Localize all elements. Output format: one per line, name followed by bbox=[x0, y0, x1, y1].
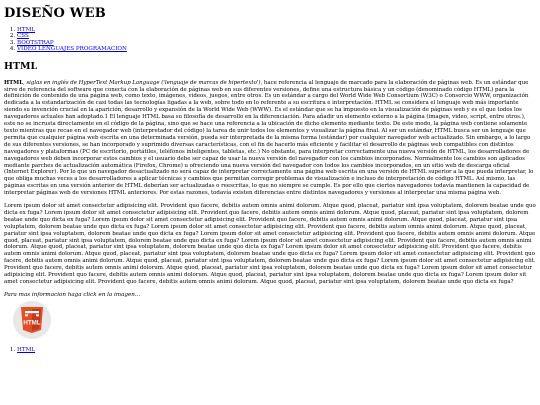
bottom-list bbox=[4, 347, 536, 353]
intro-bold: HTML bbox=[4, 79, 24, 86]
nav-item-video bbox=[17, 46, 536, 52]
nav-link-css[interactable]: CSS bbox=[17, 33, 29, 40]
html-logo-link[interactable] bbox=[13, 301, 51, 339]
bottom-link-html[interactable]: HTML bbox=[17, 346, 36, 353]
intro-text: , hace referencia al lenguaje de marcado para la elaboración de páginas web. Es un estándar que sirve de referencia del software que conecta con la elaboración de páginas web en sus diferentes versiones, define una estructura básica y un código (denominado código HTML) para la definición de contenido de una página web, como texto, imágenes, videos, juegos, entre otros. Es un estándar a cargo del World Wide Web Consortium (W3C) o Consorcio WWW, organización dedicada a la estandarización de casi todas las tecnologías ligadas a la web, sobre todo en lo referente a su escritura e interpretación. HTML se considera el lenguaje web más importante siendo su invención crucial en la aparición, desarrollo y expansión de la World Wide Web (WWW). Es el estándar que se ha impuesto en la visualización de páginas web y es el que todos los navegadores actuales han adoptado.1 El lenguaje HTML basa su filosofía de desarrollo en la diferenciación. Para añadir un elemento externo a la página (imagen, video, script, entre otros.), este no se incrusta directamente en el código de la página, sino que se hace una referencia a la ubicación de dicho elemento mediante texto. De este modo, la página web contiene solamente texto mientras que recae en el navegador web (interpretador del código) la tarea de unir todos los elementos y visualizar la página final. Al ser un estándar, HTML busca ser un lenguaje que permita que cualquier página web escrita en una determinada versión, pueda ser interpretada de la misma forma (estándar) por cualquier navegador web actualizado. Sin embargo, a lo largo de sus diferentes versiones, se han incorporado y suprimido diversas características, con el fin de hacerlo más eficiente y facilitar el desarrollo de páginas web compatibles con distintos navegadores y plataformas (PC de escritorio, portátiles, teléfonos inteligentes, tabletas, etc.) No obstante, para interpretar correctamente una nueva versión de HTML, los desarrolladores de navegadores web deben incorporar estos cambios y el usuario debe ser capaz de usar la nueva versión del navegador con los cambios incorporados. Normalmente los cambios son aplicados mediante parches de actualización automática (Firefox, Chrome) u ofreciendo una nueva versión del navegador con todos los cambios incorporados, en un sitio web de descarga oficial (Internet Explorer). Por lo que un navegador desactualizado no será capaz de interpretar correctamente una página web escrita en una versión de HTML superior a la que pueda interpretar, lo que obliga muchas veces a los desarrolladores a aplicar técnicas y cambios que permitan corregir problemas de visualización e incluso de interpretación de código HTML. Así mismo, las páginas escritas en una versión anterior de HTML deberían ser actualizadas o reescritas, lo que no siempre se cumple. Es por ello que ciertos navegadores todavía mantienen la capacidad de interpretar páginas web de versiones HTML anteriores. Por estas razones, todavía existen diferencias entre distintos navegadores y versiones al interpretar una misma página web. bbox=[4, 79, 534, 197]
nav-link-html[interactable]: HTML bbox=[17, 27, 36, 33]
html5-logo-icon bbox=[19, 305, 45, 335]
intro-italic: siglas en inglés de HyperText Markup Language ('lenguaje de marcas de hipertexto') bbox=[26, 79, 261, 86]
lorem-paragraph: Lorem ipsum dolor sit amet consectetur adipisicing elit. Provident quo facere, debitis autem omnis animi dolorum. Atque quod, placeat, pariatur sint ipsa voluptatem, dolorem beatae unde quo dicta ex fuga? Lorem ipsum dolor sit amet consectetur adipisicing elit. Provident quo facere, debitis autem omnis animi dolorum. Atque quod, placeat, pariatur sint ipsa voluptatem, dolorem beatae unde quo dicta ex fuga? Lorem ipsum dolor sit amet consectetur adipisicing elit. Provident quo facere, debitis autem omnis animi dolorum. Atque quod, placeat, pariatur sint ipsa voluptatem, dolorem beatae unde quo dicta ex fuga? Lorem ipsum dolor sit amet consectetur adipisicing elit. Provident quo facere, debitis autem omnis animi dolorum. Atque quod, placeat, pariatur sint ipsa voluptatem, dolorem beatae unde quo dicta ex fuga? Lorem ipsum dolor sit amet consectetur adipisicing elit. Provident quo facere, debitis autem omnis animi dolorum. Atque quod, placeat, pariatur sint ipsa voluptatem, dolorem beatae unde quo dicta ex fuga? Lorem ipsum dolor sit amet consectetur adipisicing elit. Provident quo facere, debitis autem omnis animi dolorum. Atque quod, placeat, pariatur sint ipsa voluptatem, dolorem beatae unde quo dicta ex fuga? Lorem ipsum dolor sit amet consectetur adipisicing elit. Provident quo facere, debitis autem omnis animi dolorum. Atque quod, placeat, pariatur sint ipsa voluptatem, dolorem beatae unde quo dicta ex fuga? Lorem ipsum dolor sit amet consectetur adipisicing elit. Provident quo facere, debitis autem omnis animi dolorum. Atque quod, placeat, pariatur sint ipsa voluptatem, dolorem beatae unde quo dicta ex fuga? Lorem ipsum dolor sit amet consectetur adipisicing elit. Provident quo facere, debitis autem omnis animi dolorum. Atque quod, placeat, pariatur sint ipsa voluptatem, dolorem beatae unde quo dicta ex fuga? Lorem ipsum dolor sit amet consectetur adipisicing elit. Provident quo facere, debitis autem omnis animi dolorum. Atque quod, placeat, pariatur sint ipsa voluptatem, dolorem beatae unde quo dicta ex fuga? Lorem ipsum dolor sit amet consectetur adipisicing elit. Provident quo facere, debitis autem omnis animi dolorum. Atque quod, placeat, pariatur sint ipsa voluptatem, dolorem beatae unde quo dicta ex fuga? bbox=[4, 203, 536, 285]
bottom-item bbox=[17, 347, 536, 353]
image-caption: Para mas informacion haga click en la imagen... bbox=[4, 291, 141, 298]
section-title: HTML bbox=[4, 60, 38, 72]
nav-link-video[interactable]: VIDEO LENGUAJES PROGRAMACION bbox=[17, 46, 127, 53]
intro-paragraph: HTML, siglas en inglés de HyperText Markup Language ('lenguaje de marcas de hipertexto'), hace referencia al lenguaje de marcado para la elaboración de páginas web. Es un estándar que sirve de referencia del software que conecta con la elaboración de páginas web en sus diferentes versiones, define una estructura básica y un código (denominado código HTML) para la definición de contenido de una página web, como texto, imágenes, videos, juegos, entre otros. Es un estándar a cargo del World Wide Web Consortium (W3C) o Consorcio WWW, organización dedicada a la estandarización de casi todas las tecnologías ligadas a la web, sobre todo en lo referente a su escritura e interpretación. HTML se considera el lenguaje web más importante siendo su invención crucial en la aparición, desarrollo y expansión de la World Wide Web (WWW). Es el estándar que se ha impuesto en la visualización de páginas web y es el que todos los navegadores actuales han adoptado.1 El lenguaje HTML basa su filosofía de desarrollo en la diferenciación. Para añadir un elemento externo a la página (imagen, video, script, entre otros.), este no se incrusta directamente en el código de la página, sino que se hace una referencia a la ubicación de dicho elemento mediante texto. De este modo, la página web contiene solamente texto mientras que recae en el navegador web (interpretador del código) la tarea de unir todos los elementos y visualizar la página final. Al ser un estándar, HTML busca ser un lenguaje que permita que cualquier página web escrita en una determinada versión, pueda ser interpretada de la misma forma (estándar) por cualquier navegador web actualizado. Sin embargo, a lo largo de sus diferentes versiones, se han incorporado y suprimido diversas características, con el fin de hacerlo más eficiente y facilitar el desarrollo de páginas web compatibles con distintos navegadores y plataformas (PC de escritorio, portátiles, teléfonos inteligentes, tabletas, etc.) No obstante, para interpretar correctamente una nueva versión de HTML, los desarrolladores de navegadores web deben incorporar estos cambios y el usuario debe ser capaz de usar la nueva versión del navegador con los cambios incorporados. Normalmente los cambios son aplicados mediante parches de actualización automática (Firefox, Chrome) u ofreciendo una nueva versión del navegador con todos los cambios incorporados, en un sitio web de descarga oficial (Internet Explorer). Por lo que un navegador desactualizado no será capaz de interpretar correctamente una página web escrita en una versión de HTML superior a la que pueda interpretar, lo que obliga muchas veces a los desarrolladores a aplicar técnicas y cambios que permitan corregir problemas de visualización e incluso de interpretación de código HTML. Así mismo, las páginas escritas en una versión anterior de HTML deberían ser actualizadas o reescritas, lo que no siempre se cumple. Es por ello que ciertos navegadores todavía mantienen la capacidad de interpretar páginas web de versiones HTML anteriores. Por estas razones, todavía existen diferencias entre distintos navegadores y versiones al interpretar una misma página web. bbox=[4, 79, 534, 197]
nav-link-bootstrap[interactable]: BOOTSTRAP bbox=[17, 39, 54, 46]
page-title: DISEÑO WEB bbox=[4, 6, 106, 21]
logo-text: HTML bbox=[23, 319, 41, 327]
nav-list bbox=[4, 27, 536, 53]
